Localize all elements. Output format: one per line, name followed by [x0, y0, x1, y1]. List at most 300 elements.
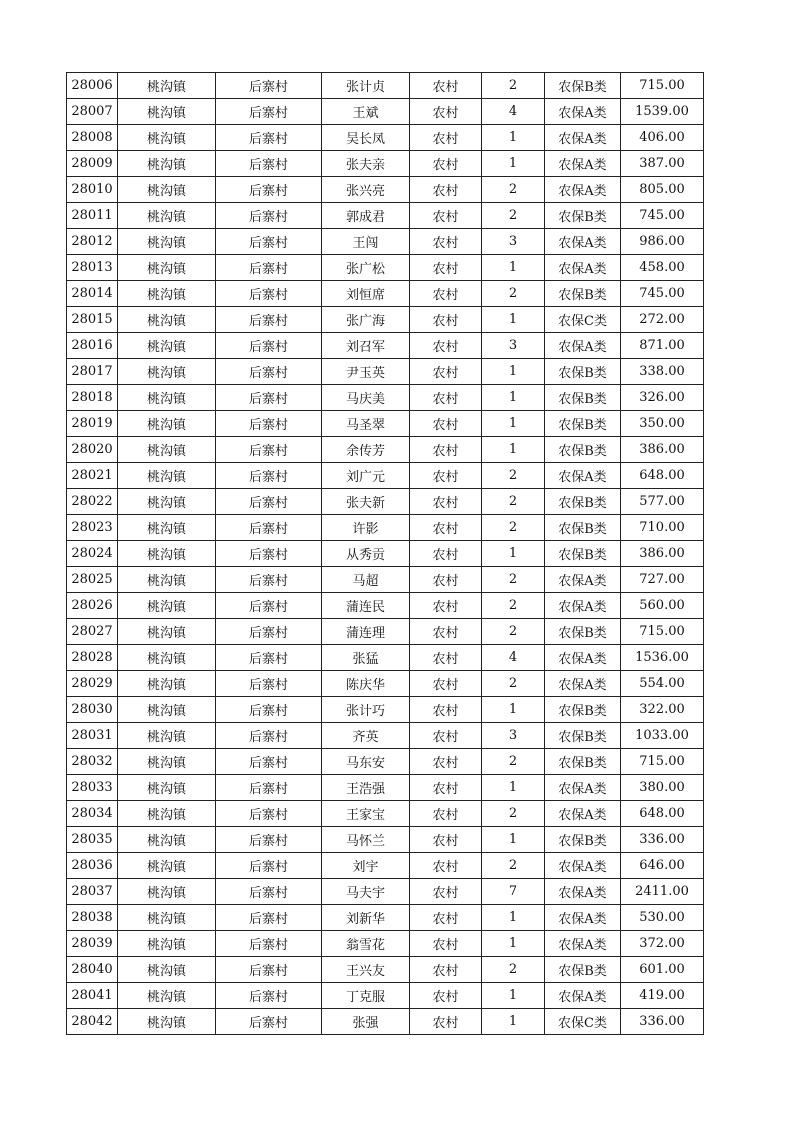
cell-category: 农保B类	[545, 489, 621, 515]
cell-amount: 577.00	[621, 489, 704, 515]
cell-town: 桃沟镇	[118, 281, 216, 307]
cell-id: 28031	[67, 723, 118, 749]
cell-category: 农保A类	[545, 99, 621, 125]
cell-town: 桃沟镇	[118, 671, 216, 697]
cell-id: 28019	[67, 411, 118, 437]
cell-count: 3	[482, 333, 545, 359]
cell-town: 桃沟镇	[118, 437, 216, 463]
cell-count: 1	[482, 827, 545, 853]
cell-type: 农村	[410, 905, 482, 931]
table-row	[67, 359, 704, 385]
table-row	[67, 723, 704, 749]
cell-category: 农保A类	[545, 333, 621, 359]
cell-town: 桃沟镇	[118, 151, 216, 177]
cell-id: 28015	[67, 307, 118, 333]
cell-amount: 745.00	[621, 203, 704, 229]
cell-id: 28022	[67, 489, 118, 515]
cell-type: 农村	[410, 879, 482, 905]
cell-amount: 745.00	[621, 281, 704, 307]
cell-amount: 530.00	[621, 905, 704, 931]
cell-town: 桃沟镇	[118, 567, 216, 593]
cell-count: 1	[482, 255, 545, 281]
record-table	[66, 72, 704, 1035]
cell-id: 28021	[67, 463, 118, 489]
table-row	[67, 697, 704, 723]
table-row	[67, 307, 704, 333]
cell-amount: 727.00	[621, 567, 704, 593]
cell-category: 农保B类	[545, 749, 621, 775]
cell-town: 桃沟镇	[118, 385, 216, 411]
cell-town: 桃沟镇	[118, 983, 216, 1009]
cell-name: 从秀贡	[322, 541, 410, 567]
cell-count: 2	[482, 957, 545, 983]
cell-count: 1	[482, 905, 545, 931]
cell-village: 后寨村	[216, 567, 322, 593]
cell-count: 2	[482, 619, 545, 645]
cell-village: 后寨村	[216, 99, 322, 125]
cell-type: 农村	[410, 151, 482, 177]
cell-amount: 336.00	[621, 827, 704, 853]
cell-name: 刘广元	[322, 463, 410, 489]
cell-village: 后寨村	[216, 489, 322, 515]
cell-town: 桃沟镇	[118, 463, 216, 489]
cell-type: 农村	[410, 177, 482, 203]
table-row	[67, 541, 704, 567]
cell-id: 28037	[67, 879, 118, 905]
cell-id: 28025	[67, 567, 118, 593]
cell-id: 28033	[67, 775, 118, 801]
cell-count: 1	[482, 437, 545, 463]
cell-category: 农保A类	[545, 229, 621, 255]
cell-category: 农保A类	[545, 775, 621, 801]
cell-town: 桃沟镇	[118, 905, 216, 931]
cell-name: 余传芳	[322, 437, 410, 463]
cell-category: 农保A类	[545, 255, 621, 281]
cell-type: 农村	[410, 853, 482, 879]
table-row	[67, 593, 704, 619]
cell-name: 马东安	[322, 749, 410, 775]
table-row	[67, 229, 704, 255]
cell-amount: 372.00	[621, 931, 704, 957]
cell-village: 后寨村	[216, 593, 322, 619]
cell-name: 蒲连理	[322, 619, 410, 645]
cell-amount: 715.00	[621, 619, 704, 645]
table-row	[67, 437, 704, 463]
cell-village: 后寨村	[216, 957, 322, 983]
cell-name: 刘恒席	[322, 281, 410, 307]
cell-town: 桃沟镇	[118, 203, 216, 229]
cell-village: 后寨村	[216, 645, 322, 671]
cell-id: 28014	[67, 281, 118, 307]
cell-amount: 386.00	[621, 541, 704, 567]
table-row	[67, 99, 704, 125]
cell-category: 农保C类	[545, 307, 621, 333]
cell-type: 农村	[410, 333, 482, 359]
cell-category: 农保C类	[545, 1009, 621, 1035]
table-row	[67, 567, 704, 593]
cell-village: 后寨村	[216, 723, 322, 749]
table-row	[67, 749, 704, 775]
cell-town: 桃沟镇	[118, 931, 216, 957]
cell-amount: 646.00	[621, 853, 704, 879]
table-row	[67, 983, 704, 1009]
cell-amount: 338.00	[621, 359, 704, 385]
cell-type: 农村	[410, 931, 482, 957]
cell-type: 农村	[410, 593, 482, 619]
cell-category: 农保A类	[545, 463, 621, 489]
cell-type: 农村	[410, 203, 482, 229]
cell-amount: 805.00	[621, 177, 704, 203]
cell-category: 农保A类	[545, 567, 621, 593]
cell-town: 桃沟镇	[118, 333, 216, 359]
cell-amount: 419.00	[621, 983, 704, 1009]
cell-count: 2	[482, 593, 545, 619]
cell-name: 王浩强	[322, 775, 410, 801]
cell-amount: 715.00	[621, 73, 704, 99]
cell-town: 桃沟镇	[118, 827, 216, 853]
cell-village: 后寨村	[216, 307, 322, 333]
cell-type: 农村	[410, 749, 482, 775]
table-row	[67, 619, 704, 645]
cell-category: 农保A类	[545, 853, 621, 879]
cell-town: 桃沟镇	[118, 801, 216, 827]
cell-village: 后寨村	[216, 879, 322, 905]
table-row	[67, 333, 704, 359]
cell-name: 张猛	[322, 645, 410, 671]
cell-village: 后寨村	[216, 333, 322, 359]
cell-category: 农保B类	[545, 281, 621, 307]
cell-amount: 554.00	[621, 671, 704, 697]
cell-village: 后寨村	[216, 437, 322, 463]
cell-count: 2	[482, 203, 545, 229]
cell-count: 1	[482, 541, 545, 567]
cell-village: 后寨村	[216, 177, 322, 203]
cell-id: 28013	[67, 255, 118, 281]
cell-count: 2	[482, 515, 545, 541]
cell-town: 桃沟镇	[118, 749, 216, 775]
cell-count: 1	[482, 697, 545, 723]
cell-id: 28008	[67, 125, 118, 151]
cell-type: 农村	[410, 411, 482, 437]
cell-town: 桃沟镇	[118, 619, 216, 645]
cell-name: 张计巧	[322, 697, 410, 723]
cell-category: 农保B类	[545, 73, 621, 99]
cell-name: 王闯	[322, 229, 410, 255]
cell-village: 后寨村	[216, 541, 322, 567]
cell-id: 28023	[67, 515, 118, 541]
cell-category: 农保B类	[545, 203, 621, 229]
cell-village: 后寨村	[216, 515, 322, 541]
cell-amount: 458.00	[621, 255, 704, 281]
cell-town: 桃沟镇	[118, 541, 216, 567]
cell-type: 农村	[410, 229, 482, 255]
cell-category: 农保A类	[545, 983, 621, 1009]
cell-type: 农村	[410, 437, 482, 463]
cell-name: 丁克服	[322, 983, 410, 1009]
cell-village: 后寨村	[216, 905, 322, 931]
cell-amount: 380.00	[621, 775, 704, 801]
cell-count: 1	[482, 983, 545, 1009]
cell-type: 农村	[410, 1009, 482, 1035]
cell-amount: 986.00	[621, 229, 704, 255]
cell-town: 桃沟镇	[118, 307, 216, 333]
cell-id: 28029	[67, 671, 118, 697]
cell-count: 2	[482, 853, 545, 879]
cell-category: 农保A类	[545, 593, 621, 619]
cell-village: 后寨村	[216, 151, 322, 177]
cell-category: 农保A类	[545, 177, 621, 203]
cell-category: 农保B类	[545, 541, 621, 567]
cell-category: 农保A类	[545, 671, 621, 697]
cell-count: 1	[482, 411, 545, 437]
cell-id: 28017	[67, 359, 118, 385]
cell-village: 后寨村	[216, 281, 322, 307]
cell-id: 28032	[67, 749, 118, 775]
cell-name: 尹玉英	[322, 359, 410, 385]
cell-name: 张夫新	[322, 489, 410, 515]
cell-amount: 715.00	[621, 749, 704, 775]
cell-type: 农村	[410, 463, 482, 489]
cell-type: 农村	[410, 723, 482, 749]
cell-count: 7	[482, 879, 545, 905]
cell-category: 农保A类	[545, 801, 621, 827]
table-row	[67, 151, 704, 177]
cell-amount: 406.00	[621, 125, 704, 151]
cell-id: 28009	[67, 151, 118, 177]
cell-name: 王家宝	[322, 801, 410, 827]
cell-type: 农村	[410, 541, 482, 567]
cell-name: 刘新华	[322, 905, 410, 931]
table-row	[67, 879, 704, 905]
cell-count: 3	[482, 723, 545, 749]
table-row	[67, 515, 704, 541]
cell-name: 张兴亮	[322, 177, 410, 203]
cell-amount: 871.00	[621, 333, 704, 359]
cell-village: 后寨村	[216, 229, 322, 255]
cell-category: 农保B类	[545, 437, 621, 463]
cell-category: 农保B类	[545, 827, 621, 853]
cell-category: 农保B类	[545, 385, 621, 411]
cell-town: 桃沟镇	[118, 99, 216, 125]
cell-amount: 350.00	[621, 411, 704, 437]
cell-id: 28011	[67, 203, 118, 229]
cell-id: 28018	[67, 385, 118, 411]
cell-id: 28028	[67, 645, 118, 671]
cell-village: 后寨村	[216, 619, 322, 645]
cell-category: 农保B类	[545, 723, 621, 749]
cell-village: 后寨村	[216, 73, 322, 99]
cell-type: 农村	[410, 957, 482, 983]
cell-town: 桃沟镇	[118, 229, 216, 255]
cell-count: 2	[482, 463, 545, 489]
cell-village: 后寨村	[216, 125, 322, 151]
cell-village: 后寨村	[216, 463, 322, 489]
cell-name: 张广海	[322, 307, 410, 333]
cell-type: 农村	[410, 125, 482, 151]
cell-category: 农保A类	[545, 905, 621, 931]
cell-category: 农保B类	[545, 411, 621, 437]
cell-type: 农村	[410, 99, 482, 125]
cell-type: 农村	[410, 827, 482, 853]
cell-name: 马夫宇	[322, 879, 410, 905]
table-row	[67, 463, 704, 489]
cell-name: 齐英	[322, 723, 410, 749]
cell-name: 张广松	[322, 255, 410, 281]
cell-id: 28042	[67, 1009, 118, 1035]
cell-town: 桃沟镇	[118, 645, 216, 671]
table-row	[67, 905, 704, 931]
cell-name: 郭成君	[322, 203, 410, 229]
cell-name: 马圣翠	[322, 411, 410, 437]
cell-amount: 1536.00	[621, 645, 704, 671]
table-row	[67, 255, 704, 281]
cell-town: 桃沟镇	[118, 723, 216, 749]
cell-category: 农保B类	[545, 619, 621, 645]
cell-name: 张夫亲	[322, 151, 410, 177]
cell-name: 刘宇	[322, 853, 410, 879]
cell-count: 3	[482, 229, 545, 255]
cell-town: 桃沟镇	[118, 593, 216, 619]
cell-name: 马庆美	[322, 385, 410, 411]
cell-amount: 336.00	[621, 1009, 704, 1035]
cell-town: 桃沟镇	[118, 775, 216, 801]
table-row	[67, 385, 704, 411]
cell-count: 2	[482, 489, 545, 515]
cell-category: 农保A类	[545, 151, 621, 177]
table-row	[67, 177, 704, 203]
cell-town: 桃沟镇	[118, 879, 216, 905]
cell-name: 吴长凤	[322, 125, 410, 151]
cell-category: 农保A类	[545, 645, 621, 671]
cell-name: 蒲连民	[322, 593, 410, 619]
table-row	[67, 73, 704, 99]
cell-village: 后寨村	[216, 697, 322, 723]
cell-amount: 648.00	[621, 463, 704, 489]
cell-name: 陈庆华	[322, 671, 410, 697]
cell-count: 1	[482, 1009, 545, 1035]
table-row	[67, 853, 704, 879]
cell-id: 28027	[67, 619, 118, 645]
cell-id: 28036	[67, 853, 118, 879]
cell-village: 后寨村	[216, 983, 322, 1009]
cell-id: 28040	[67, 957, 118, 983]
cell-count: 1	[482, 385, 545, 411]
cell-town: 桃沟镇	[118, 411, 216, 437]
cell-type: 农村	[410, 567, 482, 593]
cell-village: 后寨村	[216, 411, 322, 437]
cell-amount: 1539.00	[621, 99, 704, 125]
cell-village: 后寨村	[216, 775, 322, 801]
cell-category: 农保A类	[545, 879, 621, 905]
cell-count: 4	[482, 645, 545, 671]
cell-name: 马怀兰	[322, 827, 410, 853]
cell-type: 农村	[410, 515, 482, 541]
cell-town: 桃沟镇	[118, 255, 216, 281]
cell-category: 农保B类	[545, 359, 621, 385]
cell-town: 桃沟镇	[118, 853, 216, 879]
table-body	[67, 73, 704, 1035]
cell-type: 农村	[410, 645, 482, 671]
cell-village: 后寨村	[216, 853, 322, 879]
table-row	[67, 1009, 704, 1035]
cell-id: 28039	[67, 931, 118, 957]
cell-count: 1	[482, 151, 545, 177]
cell-count: 2	[482, 73, 545, 99]
cell-amount: 2411.00	[621, 879, 704, 905]
table-row	[67, 957, 704, 983]
cell-type: 农村	[410, 619, 482, 645]
cell-id: 28041	[67, 983, 118, 1009]
cell-type: 农村	[410, 489, 482, 515]
cell-village: 后寨村	[216, 801, 322, 827]
cell-count: 2	[482, 567, 545, 593]
cell-amount: 386.00	[621, 437, 704, 463]
cell-id: 28024	[67, 541, 118, 567]
cell-id: 28020	[67, 437, 118, 463]
cell-village: 后寨村	[216, 385, 322, 411]
cell-type: 农村	[410, 983, 482, 1009]
cell-village: 后寨村	[216, 931, 322, 957]
cell-count: 2	[482, 281, 545, 307]
cell-id: 28012	[67, 229, 118, 255]
cell-type: 农村	[410, 73, 482, 99]
table-row	[67, 411, 704, 437]
cell-town: 桃沟镇	[118, 177, 216, 203]
table-row	[67, 775, 704, 801]
cell-amount: 560.00	[621, 593, 704, 619]
cell-type: 农村	[410, 671, 482, 697]
cell-town: 桃沟镇	[118, 1009, 216, 1035]
cell-name: 刘召军	[322, 333, 410, 359]
cell-category: 农保B类	[545, 515, 621, 541]
cell-id: 28007	[67, 99, 118, 125]
cell-id: 28016	[67, 333, 118, 359]
table-row	[67, 671, 704, 697]
table-row	[67, 281, 704, 307]
cell-count: 2	[482, 801, 545, 827]
cell-type: 农村	[410, 385, 482, 411]
cell-id: 28035	[67, 827, 118, 853]
cell-village: 后寨村	[216, 749, 322, 775]
cell-type: 农村	[410, 255, 482, 281]
table-row	[67, 203, 704, 229]
table-row	[67, 645, 704, 671]
cell-category: 农保B类	[545, 697, 621, 723]
cell-type: 农村	[410, 697, 482, 723]
cell-village: 后寨村	[216, 827, 322, 853]
cell-count: 4	[482, 99, 545, 125]
cell-name: 张强	[322, 1009, 410, 1035]
cell-amount: 1033.00	[621, 723, 704, 749]
table-row	[67, 489, 704, 515]
cell-amount: 387.00	[621, 151, 704, 177]
cell-town: 桃沟镇	[118, 515, 216, 541]
cell-type: 农村	[410, 359, 482, 385]
table-row	[67, 125, 704, 151]
cell-type: 农村	[410, 281, 482, 307]
cell-amount: 648.00	[621, 801, 704, 827]
cell-town: 桃沟镇	[118, 489, 216, 515]
cell-category: 农保A类	[545, 125, 621, 151]
cell-amount: 322.00	[621, 697, 704, 723]
cell-id: 28026	[67, 593, 118, 619]
cell-id: 28034	[67, 801, 118, 827]
cell-town: 桃沟镇	[118, 125, 216, 151]
cell-name: 王兴友	[322, 957, 410, 983]
cell-type: 农村	[410, 307, 482, 333]
cell-town: 桃沟镇	[118, 957, 216, 983]
cell-type: 农村	[410, 801, 482, 827]
